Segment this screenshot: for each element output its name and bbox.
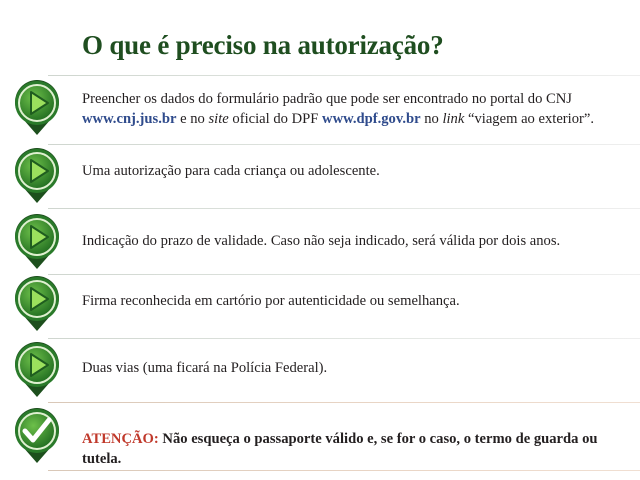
item-text-part: link <box>442 111 465 127</box>
list-item <box>0 341 640 403</box>
item-text-part: no <box>420 111 443 127</box>
list-item <box>0 75 640 145</box>
list-item <box>0 147 640 209</box>
item-text: Indicação do prazo de validade. Caso não seja indicado, será válida por dois anos. <box>82 233 561 249</box>
item-text: Uma autorização para cada criança ou adolescente. <box>82 163 380 179</box>
page-title: O que é preciso na autorização? <box>82 30 444 60</box>
cnj-link[interactable]: www.cnj.jus.br <box>82 111 177 127</box>
item-text-part: site <box>208 111 229 127</box>
item-text-part: Preencher os dados do formulário padrão que pode ser encontrado no portal do CNJ <box>82 91 572 107</box>
divider <box>48 470 640 471</box>
warning-item <box>0 405 640 471</box>
list-item <box>0 211 640 275</box>
warning-text: Não esqueça o passaporte válido e, se for o caso, o termo de guarda ou tutela. <box>82 431 598 467</box>
warning-label: ATENÇÃO: <box>82 431 159 447</box>
divider <box>48 402 640 403</box>
play-arrow-icon <box>13 147 61 205</box>
divider <box>48 338 640 339</box>
play-arrow-icon <box>13 79 61 137</box>
item-text-part: e no <box>176 111 209 127</box>
divider <box>48 144 640 145</box>
divider <box>48 274 640 275</box>
item-text-part: oficial do DPF <box>228 111 323 127</box>
item-text <box>82 429 630 469</box>
play-arrow-icon <box>13 275 61 333</box>
item-text: Firma reconhecida em cartório por autenticidade ou semelhança. <box>82 293 460 309</box>
item-text-part: “viagem ao exterior”. <box>464 111 594 127</box>
divider <box>48 75 640 76</box>
divider <box>48 208 640 209</box>
list-item <box>0 277 640 339</box>
play-arrow-icon <box>13 213 61 271</box>
dpf-link[interactable]: www.dpf.gov.br <box>322 111 421 127</box>
item-text: Duas vias (uma ficará na Polícia Federal). <box>82 360 328 376</box>
play-arrow-icon <box>13 341 61 399</box>
checkmark-icon <box>13 407 61 465</box>
item-text <box>82 89 630 129</box>
